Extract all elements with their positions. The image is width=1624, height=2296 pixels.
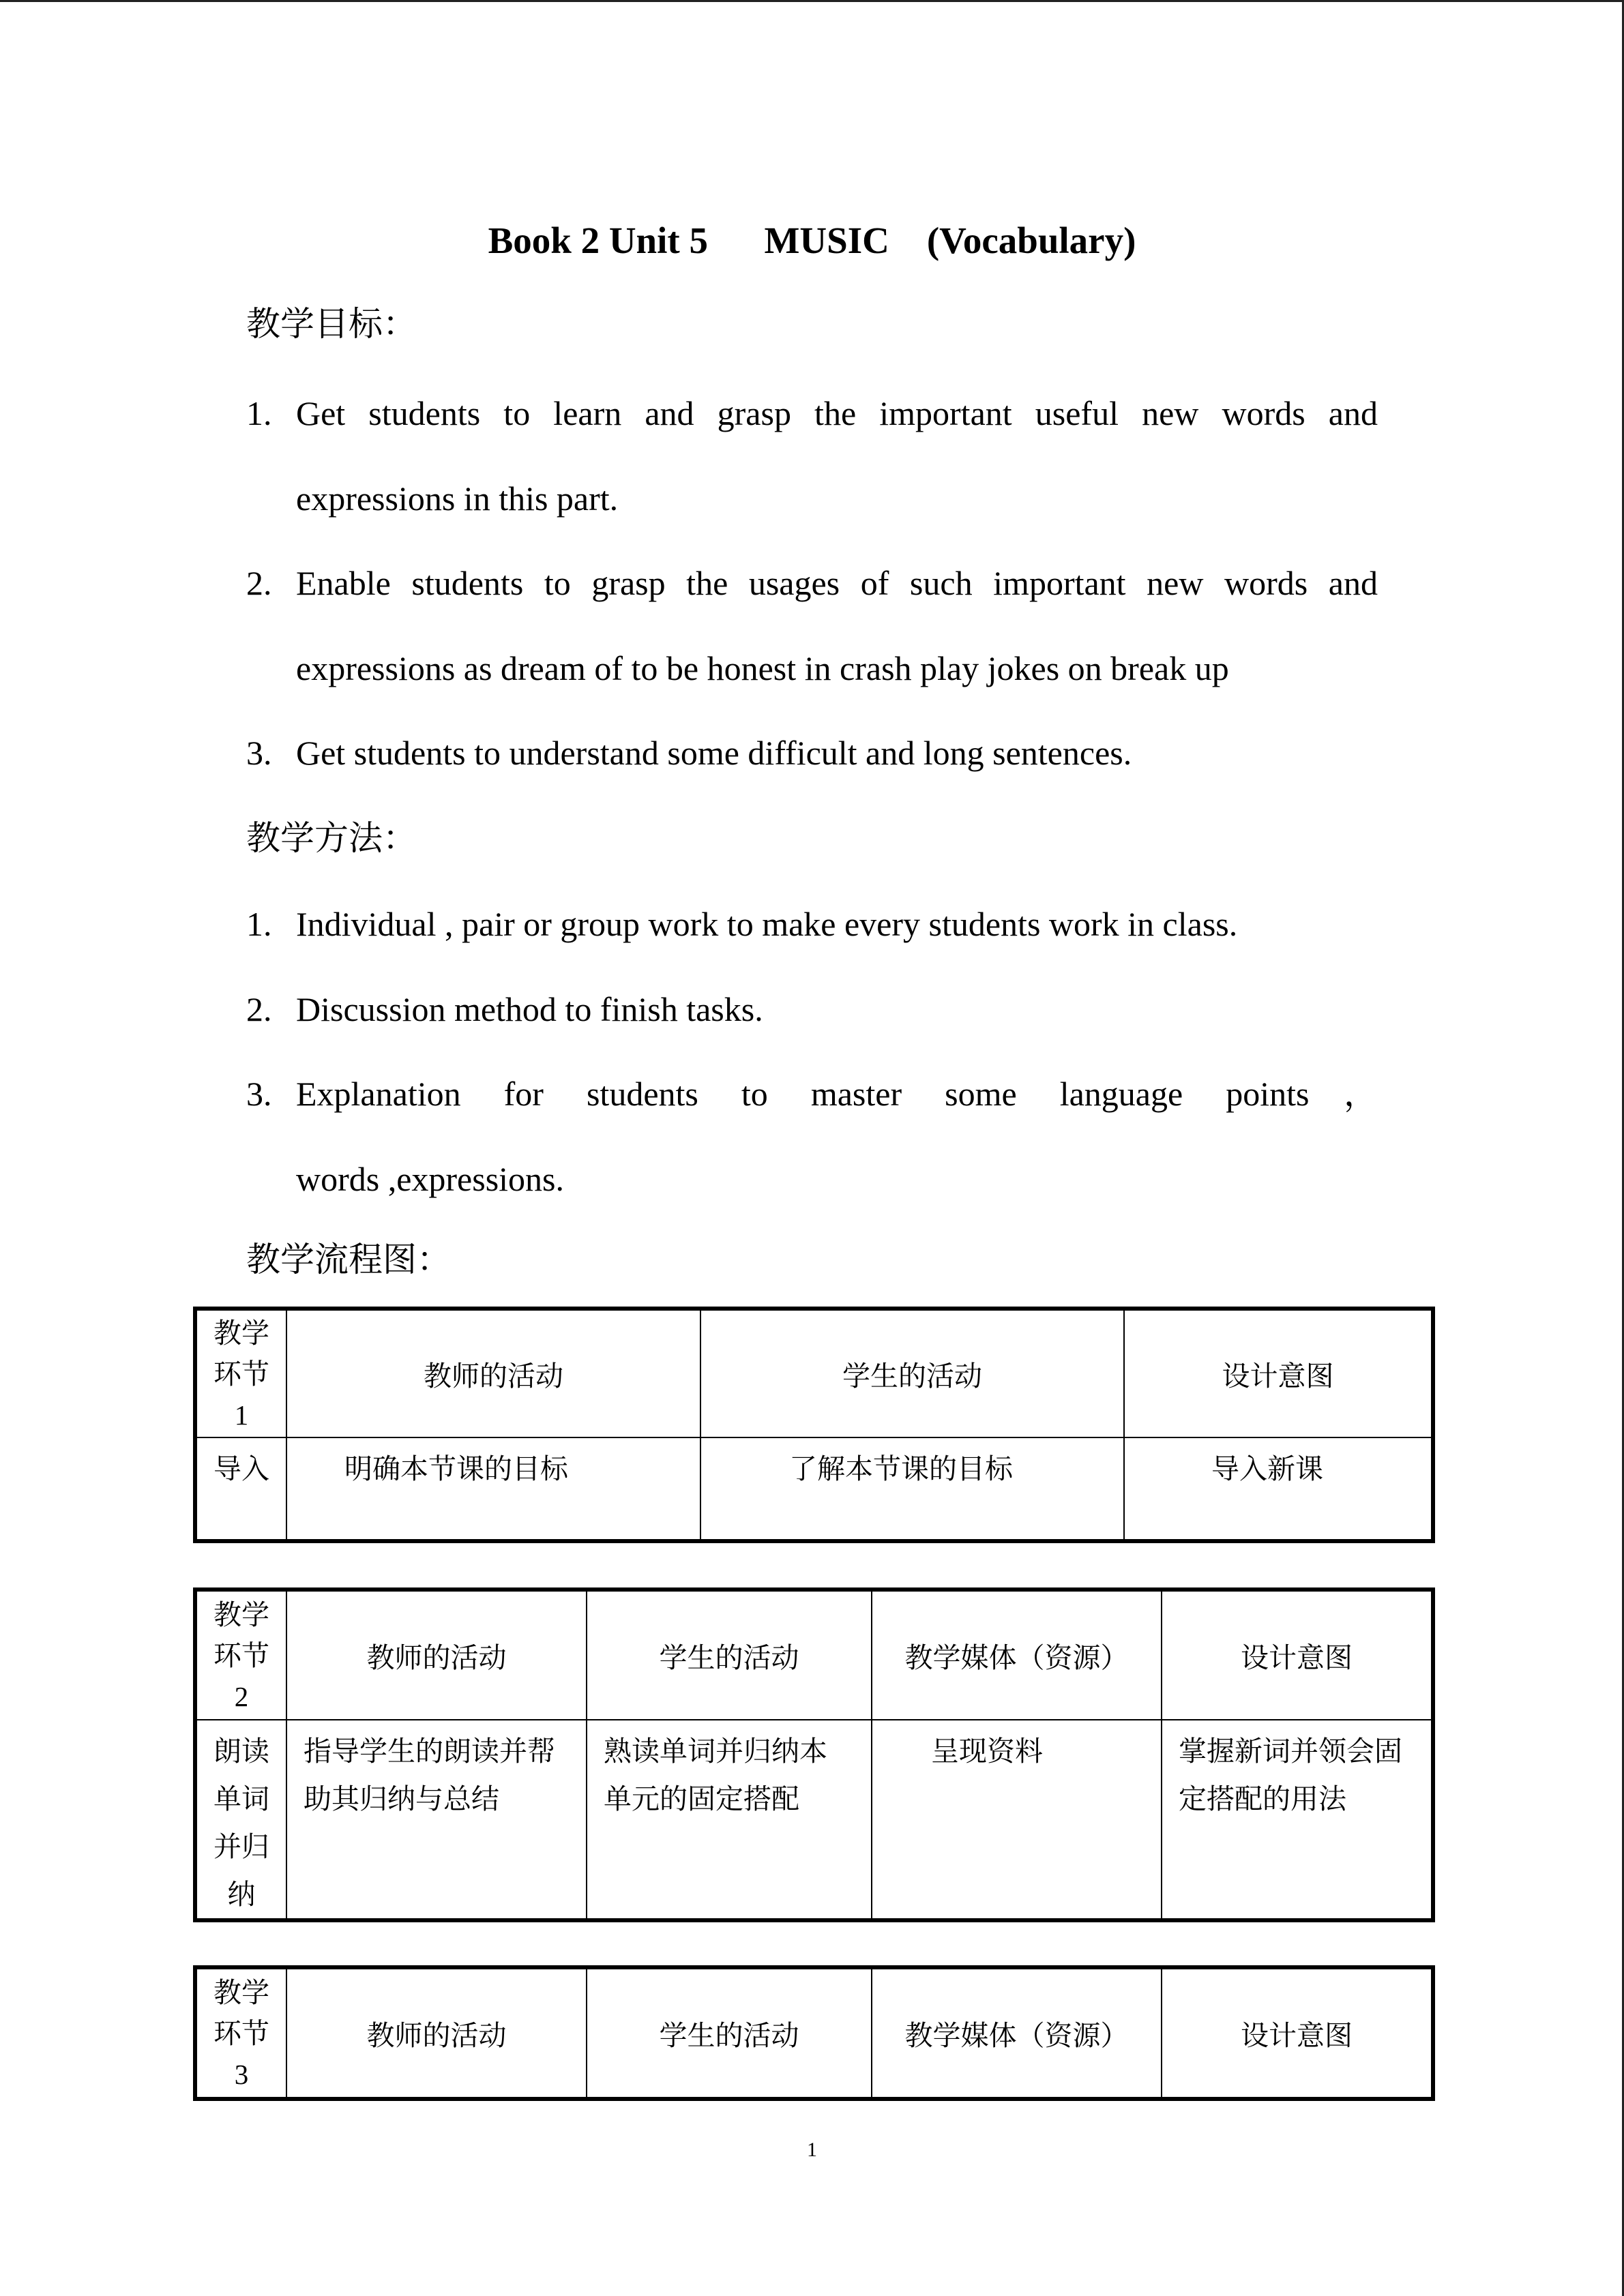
table-header-row xyxy=(195,1967,1433,2099)
column-header-intent: 设计意图 xyxy=(1162,1967,1433,2099)
stage-cell xyxy=(195,1720,286,1920)
teacher-activity-cell xyxy=(286,1720,587,1920)
item-text xyxy=(296,1052,1378,1221)
design-intent-cell xyxy=(1124,1437,1433,1541)
teacher-activity-cell xyxy=(286,1437,700,1541)
cell-line: 指导学生的朗读并帮 xyxy=(304,1735,555,1768)
item-text xyxy=(296,371,1378,541)
item-number: 3. xyxy=(246,734,272,772)
stage-2-table xyxy=(193,1587,1435,1922)
item-number: 2. xyxy=(246,564,272,602)
cell-text: 了解本节课的目标 xyxy=(789,1452,1013,1485)
objective-item-1 xyxy=(0,371,1624,541)
column-header-media: 教学媒体（资源） xyxy=(872,1967,1162,2099)
cell-text: 明确本节课的目标 xyxy=(344,1452,568,1485)
cell-line: 熟读单词并归纳本 xyxy=(604,1735,827,1768)
objectives-list xyxy=(0,371,1624,796)
table-header-row xyxy=(195,1590,1433,1720)
design-intent-cell xyxy=(1162,1720,1433,1920)
item-line: words ,expressions. xyxy=(296,1159,565,1198)
column-header-teacher: 教师的活动 xyxy=(286,1967,587,2099)
stage-line: 朗读 xyxy=(213,1735,269,1768)
item-line: Explanation for students to master some language points， xyxy=(296,1075,1378,1113)
method-item-1 xyxy=(0,882,1624,967)
item-number: 3. xyxy=(246,1075,272,1113)
column-header-intent: 设计意图 xyxy=(1162,1590,1433,1720)
objective-item-2 xyxy=(0,541,1624,711)
column-header-student: 学生的活动 xyxy=(700,1309,1124,1437)
stage-line: 纳 xyxy=(227,1878,256,1911)
item-line: expressions as dream of to be honest in crash play jokes on break up xyxy=(296,648,1229,687)
item-text xyxy=(296,541,1378,711)
table-header-row xyxy=(195,1309,1433,1437)
stage-line: 单词 xyxy=(213,1783,269,1815)
stage-number: 3 xyxy=(234,2058,249,2090)
flowchart-heading: 教学流程图： xyxy=(246,1240,451,1279)
stage-line: 并归 xyxy=(213,1830,269,1863)
cell-line: 定搭配的用法 xyxy=(1179,1783,1346,1815)
item-line: Get students to understand some difficult and long sentences. xyxy=(296,734,1132,772)
column-header-media: 教学媒体（资源） xyxy=(872,1590,1162,1720)
stage-1-table xyxy=(193,1307,1435,1543)
stage-label-cell xyxy=(195,1309,286,1437)
item-number: 1. xyxy=(246,905,272,943)
stage-number: 1 xyxy=(234,1399,249,1431)
item-text xyxy=(296,882,1378,967)
table-row xyxy=(195,1437,1433,1541)
item-line: Get students to learn and grasp the important useful new words and xyxy=(296,394,1378,432)
stage-label-line: 环节 xyxy=(213,2016,269,2050)
item-text xyxy=(296,967,1378,1052)
column-header-student: 学生的活动 xyxy=(587,1590,872,1720)
student-activity-cell xyxy=(700,1437,1124,1541)
objectives-heading: 教学目标： xyxy=(246,304,417,344)
cell-line: 掌握新词并领会固 xyxy=(1179,1735,1402,1768)
table-row xyxy=(195,1720,1433,1920)
item-line: Enable students to grasp the usages of such important new words and xyxy=(296,564,1378,602)
stage-label-line: 环节 xyxy=(213,1357,269,1390)
stage-label-line: 环节 xyxy=(213,1639,269,1672)
stage-label-line: 教学 xyxy=(213,1598,269,1631)
item-number: 1. xyxy=(246,394,272,432)
media-cell xyxy=(872,1720,1162,1920)
stage-label-line: 教学 xyxy=(213,1316,269,1350)
methods-list xyxy=(0,882,1624,1221)
item-number: 2. xyxy=(246,989,272,1028)
item-text xyxy=(296,711,1378,796)
page-number: 1 xyxy=(807,2138,817,2161)
stage-3-table xyxy=(193,1965,1435,2101)
item-line: Discussion method to finish tasks. xyxy=(296,989,763,1028)
cell-line: 助其归纳与总结 xyxy=(304,1783,499,1815)
stage-label-line: 教学 xyxy=(213,1976,269,2009)
stage-line: 导入 xyxy=(213,1452,269,1485)
methods-heading: 教学方法： xyxy=(246,818,417,858)
cell-line: 单元的固定搭配 xyxy=(604,1783,799,1815)
method-item-2 xyxy=(0,967,1624,1052)
document-title: Book 2 Unit 5 MUSIC (Vocabulary) xyxy=(488,220,1136,261)
cell-text: 导入新课 xyxy=(1211,1452,1323,1485)
stage-number: 2 xyxy=(234,1680,249,1712)
stage-label-cell xyxy=(195,1590,286,1720)
column-header-teacher: 教师的活动 xyxy=(286,1309,700,1437)
item-line: Individual , pair or group work to make every students work in class. xyxy=(296,905,1238,943)
cell-line: 呈现资料 xyxy=(931,1735,1043,1768)
column-header-student: 学生的活动 xyxy=(587,1967,872,2099)
objective-item-3 xyxy=(0,711,1624,796)
stage-cell xyxy=(195,1437,286,1541)
column-header-teacher: 教师的活动 xyxy=(286,1590,587,1720)
student-activity-cell xyxy=(587,1720,872,1920)
method-item-3 xyxy=(0,1052,1624,1221)
column-header-intent: 设计意图 xyxy=(1124,1309,1433,1437)
stage-label-cell xyxy=(195,1967,286,2099)
item-line: expressions in this part. xyxy=(296,479,619,518)
